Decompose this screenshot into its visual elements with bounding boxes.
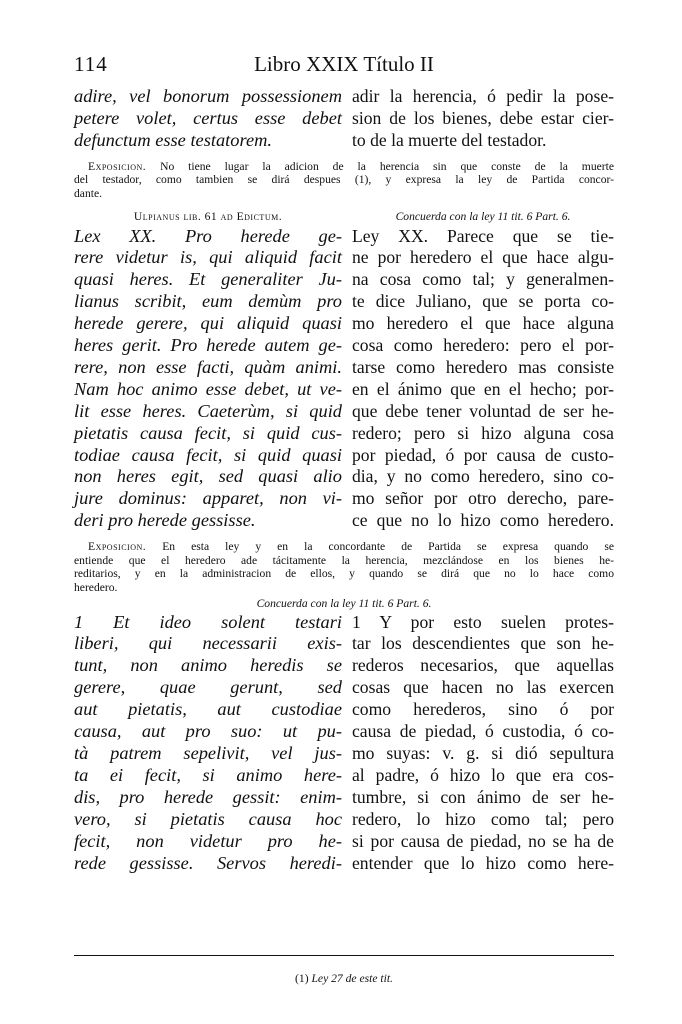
- paragraph-block-3: [74, 612, 614, 875]
- text-line: lit esse heres. Caeterùm, si quid: [74, 400, 342, 421]
- text-line: to de la muerte del testador.: [352, 129, 547, 150]
- text-line: sion de los bienes, debe estar cier-: [352, 107, 614, 128]
- exposicion-label: Exposicion.: [88, 540, 147, 554]
- running-title: Libro XXIX Título II: [254, 52, 434, 76]
- footnote-marker: (1): [295, 972, 309, 985]
- text-line: Nam hoc animo esse debet, ut ve-: [74, 378, 342, 399]
- book-page: [74, 52, 614, 874]
- text-line: rere, non esse facti, quàm animi.: [74, 356, 342, 377]
- text-line: tumbre, si con ánimo de ser he-: [352, 786, 614, 807]
- paragraph-block-2: [74, 226, 614, 533]
- note-line: dante.: [74, 186, 103, 200]
- text-line: ta ei fecit, si animo here-: [74, 764, 342, 785]
- exposicion-note-1: [74, 160, 614, 201]
- page-header: [74, 52, 614, 82]
- text-line: adire, vel bonorum possessionem: [74, 86, 342, 106]
- source-concordance: Concuerda con la ley 11 tit. 6 Part. 6.: [256, 596, 432, 610]
- spanish-text: [352, 226, 614, 533]
- text-line: dia, y no como heredero, sino co-: [352, 466, 614, 487]
- latin-text: [74, 86, 342, 152]
- text-line: pietatis causa fecit, si quid cus-: [74, 422, 342, 443]
- text-line: rere videtur is, qui aliquid facit: [74, 247, 342, 268]
- page-number: 114: [74, 52, 108, 76]
- text-line: vero, si pietatis causa hoc: [74, 808, 342, 829]
- text-line: que debe tener voluntad de ser he-: [352, 400, 614, 421]
- text-line: gerere, quae gerunt, sed: [74, 677, 342, 698]
- text-line: heres gerit. Pro herede autem ge-: [74, 335, 342, 356]
- text-line: dis, pro herede gessit: enim-: [74, 786, 342, 807]
- exposicion-note-2: [74, 540, 614, 594]
- text-line: cosas que hacen no las exercen: [352, 677, 614, 698]
- text-line: redero; pero si hizo alguna cosa: [352, 422, 614, 443]
- text-line: redero, lo hizo como tal; pero: [352, 808, 614, 829]
- latin-text: [74, 612, 342, 875]
- text-line: causa de piedad, ó custodia, ó co-: [352, 721, 614, 742]
- text-line: quasi heres. Et generaliter Ju-: [74, 269, 342, 290]
- text-line: causa, aut pro suo: ut pu-: [74, 721, 342, 742]
- text-line: petere volet, certus esse debet: [74, 107, 342, 128]
- text-line: rederos necesarios, que aquellas: [352, 655, 614, 676]
- text-line: mo señor por otro derecho, pare-: [352, 488, 614, 509]
- text-line: entender que lo hizo como here-: [352, 852, 614, 873]
- paragraph-block-1: [74, 86, 614, 152]
- text-line: jure dominus: apparet, non vi-: [74, 488, 342, 509]
- text-line: te dice Juliano, que se porta co-: [352, 291, 614, 312]
- text-line: si por causa de piedad, no se ha de: [352, 830, 614, 851]
- text-line: por piedad, ó por causa de custo-: [352, 444, 614, 465]
- note-line: heredero.: [74, 580, 118, 594]
- footnote-rule: [74, 955, 614, 956]
- text-line: ce que no lo hizo como heredero.: [352, 510, 614, 531]
- text-line: 1 Et ideo solent testari: [74, 611, 342, 632]
- text-line: como herederos, sino ó por: [352, 699, 614, 720]
- text-line: todiae causa fecit, si quid quasi: [74, 444, 342, 465]
- note-line: reditarios, y en la administracion de ellos, y quando se dirá que no lo hace como: [74, 567, 614, 581]
- text-line: tunt, non animo heredis se: [74, 655, 342, 676]
- spanish-text: [352, 86, 614, 152]
- text-line: lianus scribit, eum demùm pro: [74, 291, 342, 312]
- text-line: tar los descendientes que son he-: [352, 633, 614, 654]
- text-line: non heres egit, sed quasi alio: [74, 466, 342, 487]
- note-line: entiende que el heredero ade tácitamente la herencia, mezclándose en los bienes he-: [74, 553, 614, 567]
- note-line: En esta ley y en la concordante de Partida se expresa quando se: [162, 540, 614, 554]
- text-line: Ley XX. Parece que se tie-: [352, 225, 614, 246]
- text-line: cosa como heredero: pero el por-: [352, 335, 614, 356]
- text-line: 1 Y por esto suelen protes-: [352, 611, 614, 632]
- text-line: liberi, qui necessarii exis-: [74, 633, 342, 654]
- text-line: tarse como heredero mas consiste: [352, 356, 614, 377]
- text-line: aut pietatis, aut custodiae: [74, 699, 342, 720]
- exposicion-label: Exposicion.: [88, 159, 147, 173]
- text-line: rede gessisse. Servos heredi-: [74, 852, 342, 873]
- text-line: deri pro herede gessisse.: [74, 510, 256, 531]
- text-line: na cosa como tal; y generalmen-: [352, 269, 614, 290]
- text-line: fecit, non videtur pro he-: [74, 830, 342, 851]
- text-line: herede gerere, qui aliquid quasi: [74, 313, 342, 334]
- text-line: mo heredero el que hace alguna: [352, 313, 614, 334]
- text-line: en el ánimo que en el hecho; por-: [352, 378, 614, 399]
- text-line: ne por heredero el que hace algu-: [352, 247, 614, 268]
- text-line: Lex XX. Pro herede ge-: [74, 225, 342, 246]
- text-line: mo suyas: v. g. si dió sepultura: [352, 743, 614, 763]
- note-line: No tiene lugar la adicion de la herencia sin que conste de la muerte: [160, 159, 614, 173]
- source-row: [74, 209, 614, 224]
- source-latin: Ulpianus lib. 61 ad Edictum.: [133, 209, 283, 223]
- source-spanish: Concuerda con la ley 11 tit. 6 Part. 6.: [395, 209, 571, 223]
- text-line: defunctum esse testatorem.: [74, 129, 272, 150]
- text-line: adir la herencia, ó pedir la pose-: [352, 86, 614, 106]
- spanish-text: [352, 612, 614, 875]
- footnote: [74, 972, 614, 985]
- text-line: al padre, ó hizo lo que era cos-: [352, 764, 614, 785]
- latin-text: [74, 226, 342, 533]
- note-line: del testador, como tambien se dirá despues (1), y expresa la ley de Partida concor-: [74, 173, 614, 187]
- footnote-text: Ley 27 de este tit.: [311, 972, 393, 985]
- text-line: tà patrem sepelivit, vel jus-: [74, 743, 342, 763]
